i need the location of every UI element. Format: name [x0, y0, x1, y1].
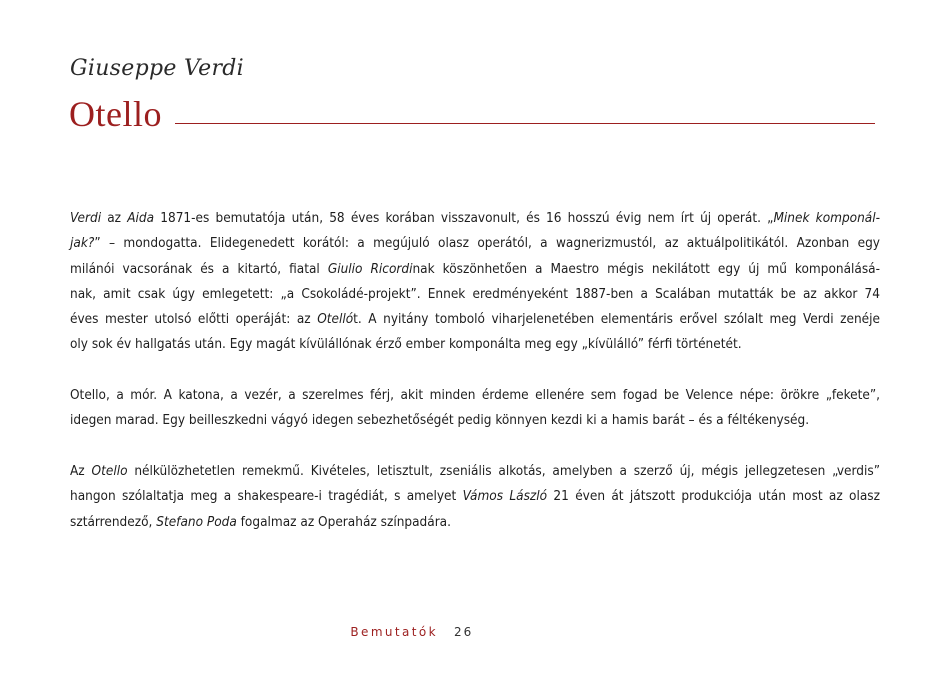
text-run: ” – mondogatta. Elidegenedett korától: a megújuló olasz operától, a wagnerizmustól, az aktuálpolitikától. Azonban egy	[94, 235, 880, 252]
italic-title: Otello	[91, 462, 128, 479]
title-rule	[175, 123, 875, 124]
text-run: hangon szólaltatja meg a shakespeare-i tragédiát, s amelyet	[70, 488, 463, 505]
text-line	[70, 206, 880, 231]
paragraph-2	[70, 383, 880, 434]
article-body	[70, 206, 880, 560]
text-run: Az	[70, 462, 92, 479]
italic-name: Giulio Ricordi	[327, 260, 413, 277]
text-run: nélkülözhetetlen remekmű. Kivételes, letisztult, zseniális alkotás, amelyben a szerző új, mégis jellegzetesen „verdis”	[127, 462, 880, 479]
italic-title: Otelló	[317, 311, 354, 328]
italic-title: Aida	[127, 210, 155, 226]
text-line	[70, 257, 880, 282]
text-run: 21 éven át játszott produkciója után most az olasz	[547, 488, 881, 505]
title-row	[69, 94, 875, 134]
text-line: idegen marad. Egy beilleszkedni vágyó idegen sebezhetőségét pedig könnyen kezdi ki a hamis barát – és a féltékenység.	[70, 412, 810, 429]
text-line: Otello, a mór. A katona, a vezér, a szerelmes férj, akit minden érdeme ellenére sem fogad be Velence népe: örökre „fekete”,	[70, 387, 880, 404]
text-line	[70, 459, 880, 484]
text-line: oly sok év hallgatás után. Egy magát kívülállónak érző ember komponálta meg egy „kívülálló” férfi történetét.	[70, 336, 742, 353]
page-title: Otello	[69, 94, 162, 134]
text-run: fogalmaz az Operaház színpadára.	[236, 513, 451, 530]
paragraph-1	[70, 206, 880, 358]
text-run: éves mester utolsó előtti operáját: az	[70, 311, 318, 328]
text-run: 1871-es bemutatója után, 58 éves korában visszavonult, és 16 hosszú évig nem írt új operát. „	[154, 210, 774, 226]
text-line	[70, 231, 880, 256]
italic-name: Verdi	[70, 210, 102, 226]
text-line	[70, 484, 880, 509]
paragraph-3	[70, 459, 880, 535]
page-footer	[0, 625, 944, 645]
text-run: t. A nyitány tomboló viharjelenetében elementáris erővel szólalt meg Verdi zenéje	[353, 311, 881, 328]
italic-name: Stefano Poda	[156, 513, 237, 530]
composer-name: Giuseppe Verdi	[70, 56, 244, 81]
text-run: milánói vacsorának és a kitartó, fiatal	[70, 260, 328, 277]
italic-quote: jak?	[70, 235, 95, 252]
text-line: nak, amit csak úgy emlegetett: „a Csokoládé-projekt”. Ennek eredményeként 1887-ben a Scalában mutatták be az akkor 74	[70, 285, 880, 302]
text-run: nak köszönhetően a Maestro mégis nekilátott egy új mű komponálásá-	[412, 260, 880, 277]
text-run: sztárrendező,	[70, 513, 157, 530]
text-run: az	[101, 210, 128, 226]
italic-quote: Minek komponál-	[773, 210, 881, 226]
page-number: 26	[454, 625, 474, 639]
text-line	[70, 510, 880, 535]
text-line	[70, 307, 880, 332]
section-label: Bemutatók	[350, 625, 438, 639]
italic-name: Vámos László	[462, 488, 548, 505]
